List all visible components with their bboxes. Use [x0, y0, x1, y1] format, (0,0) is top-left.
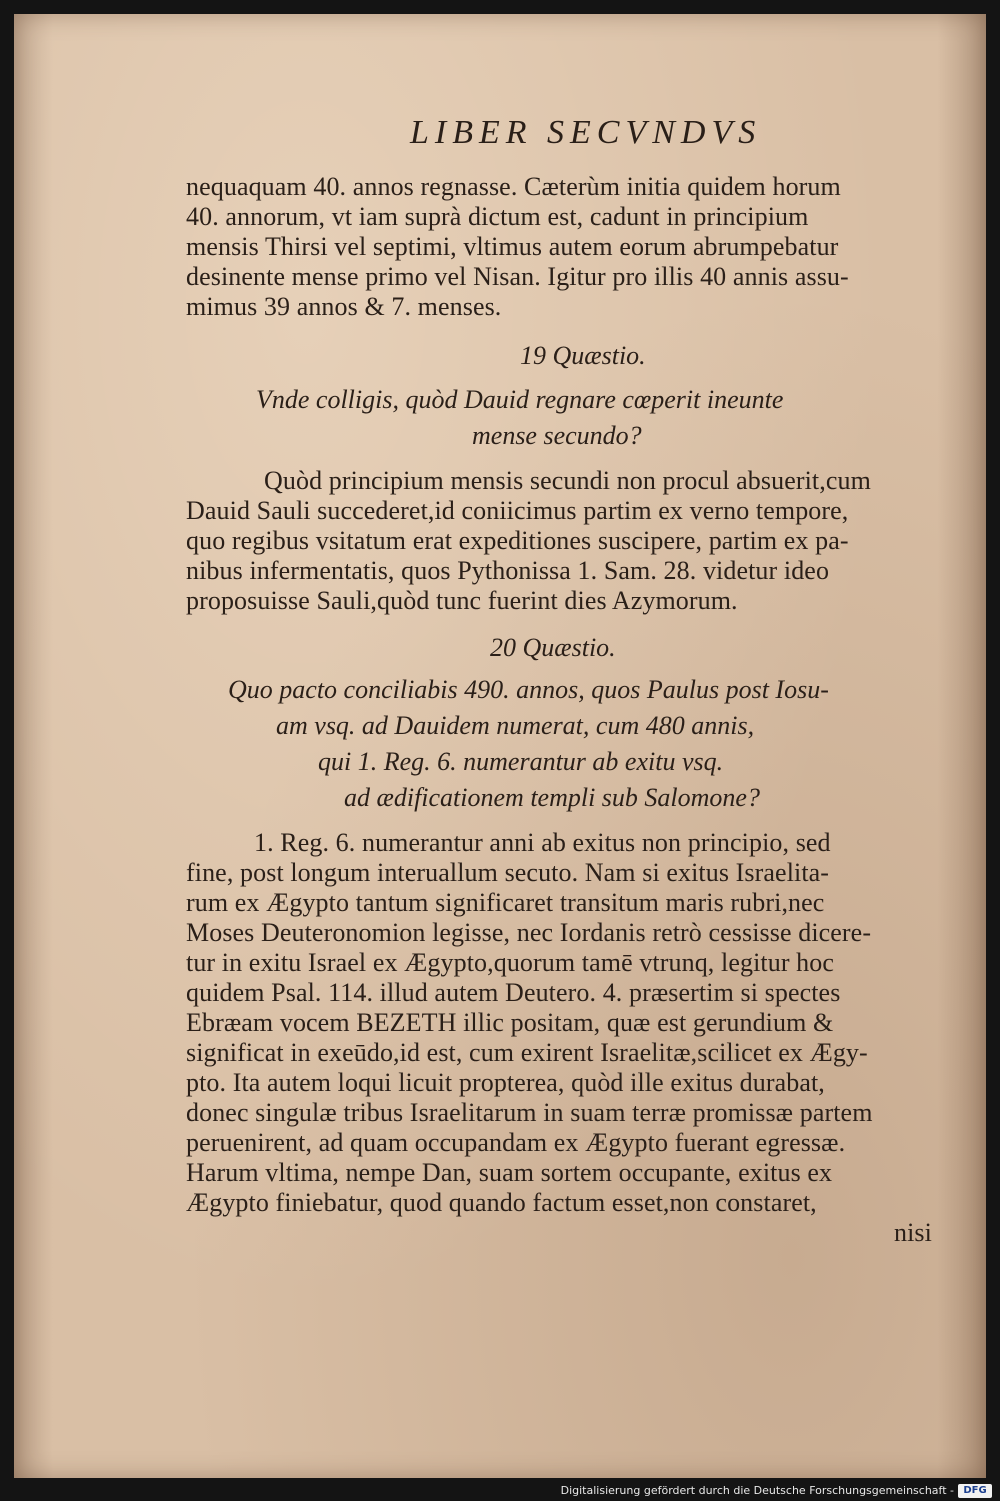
- text-line: mimus 39 annos & 7. menses.: [186, 292, 502, 321]
- text-line: rum ex Ægypto tantum significaret transitum maris rubri,nec: [186, 888, 825, 917]
- text-line: Ægypto finiebatur, quod quando factum esset,non constaret,: [186, 1188, 817, 1217]
- question-19-text: mense secundo?: [472, 421, 642, 450]
- text-line: donec singulæ tribus Israelitarum in suam terræ promissæ partem: [186, 1098, 873, 1127]
- question-20-title: 20 Quæstio.: [490, 633, 616, 662]
- text-line: Harum vltima, nempe Dan, suam sortem occupante, exitus ex: [186, 1158, 833, 1187]
- catchword: nisi: [894, 1218, 932, 1247]
- running-head: LIBER SECVNDVS: [410, 114, 762, 151]
- text-line: 1. Reg. 6. numerantur anni ab exitus non principio, sed: [254, 828, 831, 857]
- text-line: quidem Psal. 114. illud autem Deutero. 4. præsertim si spectes: [186, 978, 841, 1007]
- text-line: tur in exitu Israel ex Ægypto,quorum tamē vtrunq, legitur hoc: [186, 948, 835, 977]
- question-20-text: qui 1. Reg. 6. numerantur ab exitu vsq.: [318, 747, 724, 776]
- dfg-logo-icon: DFG: [958, 1484, 992, 1498]
- text-line: 40. annorum, vt iam suprà dictum est, cadunt in principium: [186, 202, 809, 231]
- text-line: nequaquam 40. annos regnasse. Cæterùm initia quidem horum: [186, 172, 841, 201]
- question-20-text: am vsq. ad Dauidem numerat, cum 480 annis,: [276, 711, 755, 740]
- book-page: [14, 14, 986, 1478]
- text-line: Ebræam vocem BEZETH illic positam, quæ est gerundium &: [186, 1008, 834, 1037]
- text-line: fine, post longum interuallum secuto. Nam si exitus Israelita-: [186, 858, 830, 887]
- text-line: quo regibus vsitatum erat expeditiones suscipere, partim ex pa-: [186, 526, 849, 555]
- text-line: Dauid Sauli succederet,id coniicimus partim ex verno tempore,: [186, 496, 849, 525]
- text-line: significat in exeūdo,id est, cum exirent Israelitæ,scilicet ex Ægy-: [186, 1038, 868, 1067]
- text-line: Quòd principium mensis secundi non procul absuerit,cum: [264, 466, 871, 495]
- text-line: mensis Thirsi vel septimi, vltimus autem eorum abrumpebatur: [186, 232, 839, 261]
- text-line: nibus infermentatis, quos Pythonissa 1. Sam. 28. videtur ideo: [186, 556, 830, 585]
- question-20-text: Quo pacto conciliabis 490. annos, quos Paulus post Iosu-: [228, 675, 829, 704]
- text-line: peruenirent, ad quam occupandam ex Ægypto fuerant egressæ.: [186, 1128, 846, 1157]
- question-19-title: 19 Quæstio.: [520, 341, 646, 370]
- footer-bar: [0, 1482, 1000, 1501]
- question-20-text: ad ædificationem templi sub Salomone?: [344, 783, 760, 812]
- text-line: Moses Deuteronomion legisse, nec Iordanis retrò cessisse dicere-: [186, 918, 872, 947]
- text-line: desinente mense primo vel Nisan. Igitur pro illis 40 annis assu-: [186, 262, 849, 291]
- text-line: pto. Ita autem loqui licuit propterea, quòd ille exitus durabat,: [186, 1068, 825, 1097]
- funding-notice: Digitalisierung gefördert durch die Deutsche Forschungsgemeinschaft -: [560, 1484, 954, 1497]
- text-line: proposuisse Sauli,quòd tunc fuerint dies Azymorum.: [186, 586, 738, 615]
- question-19-text: Vnde colligis, quòd Dauid regnare cœperit ineunte: [256, 385, 784, 414]
